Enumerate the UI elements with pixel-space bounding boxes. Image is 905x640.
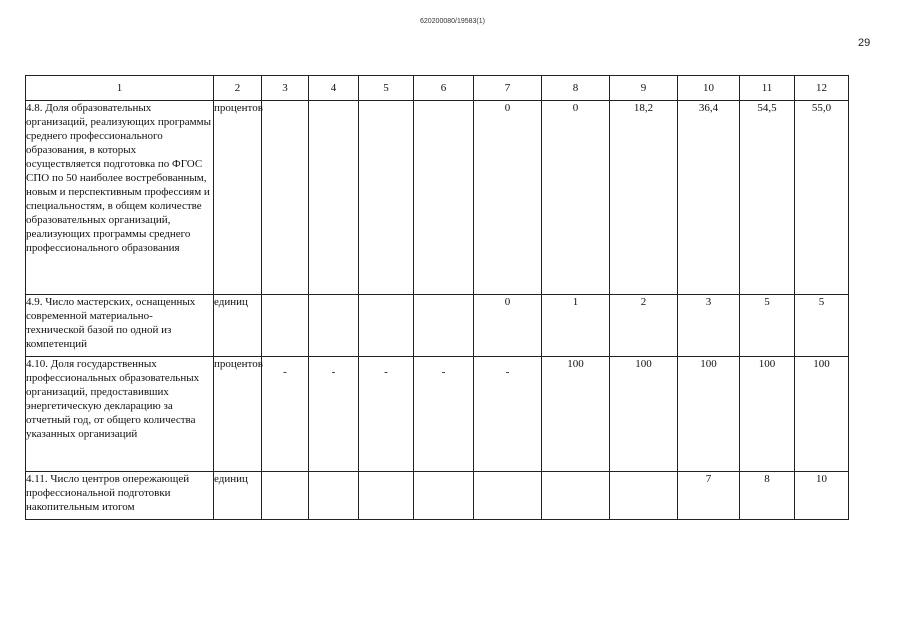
indicator-cell: 4.11. Число центров опережающей профессиональной подготовки накопительным итогом — [26, 472, 214, 520]
column-header: 2 — [214, 76, 262, 101]
table-row — [26, 295, 849, 357]
document-code: 620200080/19583(1) — [419, 18, 485, 25]
value-cell: 7 — [678, 472, 740, 520]
column-header: 3 — [262, 76, 309, 101]
column-header: 5 — [359, 76, 414, 101]
page-number: 29 — [858, 37, 871, 49]
value-cell — [414, 472, 474, 520]
value-cell — [309, 295, 359, 357]
table-row — [26, 472, 849, 520]
indicator-cell: 4.9. Число мастерских, оснащенных современной материально- технической базой по одной из компетенций — [26, 295, 214, 357]
indicator-cell: 4.8. Доля образовательных организаций, реализующих программы среднего профессионального образования, в которых осуществляется подготовка по ФГОС СПО по 50 наиболее востребованным, новым и перспективным профессиям и специальностям, в общем количестве образовательных организаций, реализующих программы среднего профессионального образования — [26, 101, 214, 295]
value-cell: 5 — [795, 295, 849, 357]
column-header: 6 — [414, 76, 474, 101]
indicators-table — [25, 75, 849, 520]
unit-cell: процентов — [214, 101, 262, 295]
value-cell — [262, 472, 309, 520]
value-cell — [414, 295, 474, 357]
value-cell: 55,0 — [795, 101, 849, 295]
value-cell — [474, 472, 542, 520]
value-cell: 10 — [795, 472, 849, 520]
value-cell — [359, 472, 414, 520]
value-cell — [359, 295, 414, 357]
value-cell: - — [474, 357, 542, 472]
column-header: 8 — [542, 76, 610, 101]
column-header: 4 — [309, 76, 359, 101]
value-cell — [309, 472, 359, 520]
value-cell — [359, 101, 414, 295]
column-header: 10 — [678, 76, 740, 101]
value-cell: 36,4 — [678, 101, 740, 295]
value-cell: 0 — [474, 101, 542, 295]
value-cell: 3 — [678, 295, 740, 357]
value-cell: 100 — [795, 357, 849, 472]
column-header: 1 — [26, 76, 214, 101]
value-cell — [309, 101, 359, 295]
value-cell — [262, 295, 309, 357]
value-cell: - — [359, 357, 414, 472]
unit-cell: единиц — [214, 295, 262, 357]
value-cell: 1 — [542, 295, 610, 357]
value-cell: 8 — [740, 472, 795, 520]
value-cell — [262, 101, 309, 295]
table-header-row — [26, 76, 849, 101]
indicator-cell: 4.10. Доля государственных профессиональных образовательных организаций, предоставивших энергетическую декларацию за отчетный год, от общего количества указанных организаций — [26, 357, 214, 472]
column-header: 11 — [740, 76, 795, 101]
value-cell: 0 — [474, 295, 542, 357]
value-cell — [610, 472, 678, 520]
column-header: 12 — [795, 76, 849, 101]
value-cell: 100 — [678, 357, 740, 472]
value-cell: 54,5 — [740, 101, 795, 295]
table-row — [26, 357, 849, 472]
table-row — [26, 101, 849, 295]
column-header: 7 — [474, 76, 542, 101]
unit-cell: единиц — [214, 472, 262, 520]
value-cell: - — [309, 357, 359, 472]
value-cell: 2 — [610, 295, 678, 357]
column-header: 9 — [610, 76, 678, 101]
value-cell: 100 — [542, 357, 610, 472]
value-cell: - — [262, 357, 309, 472]
value-cell: 5 — [740, 295, 795, 357]
value-cell — [542, 472, 610, 520]
value-cell: - — [414, 357, 474, 472]
unit-cell: процентов — [214, 357, 262, 472]
value-cell: 100 — [610, 357, 678, 472]
value-cell: 18,2 — [610, 101, 678, 295]
value-cell: 100 — [740, 357, 795, 472]
value-cell — [414, 101, 474, 295]
value-cell: 0 — [542, 101, 610, 295]
